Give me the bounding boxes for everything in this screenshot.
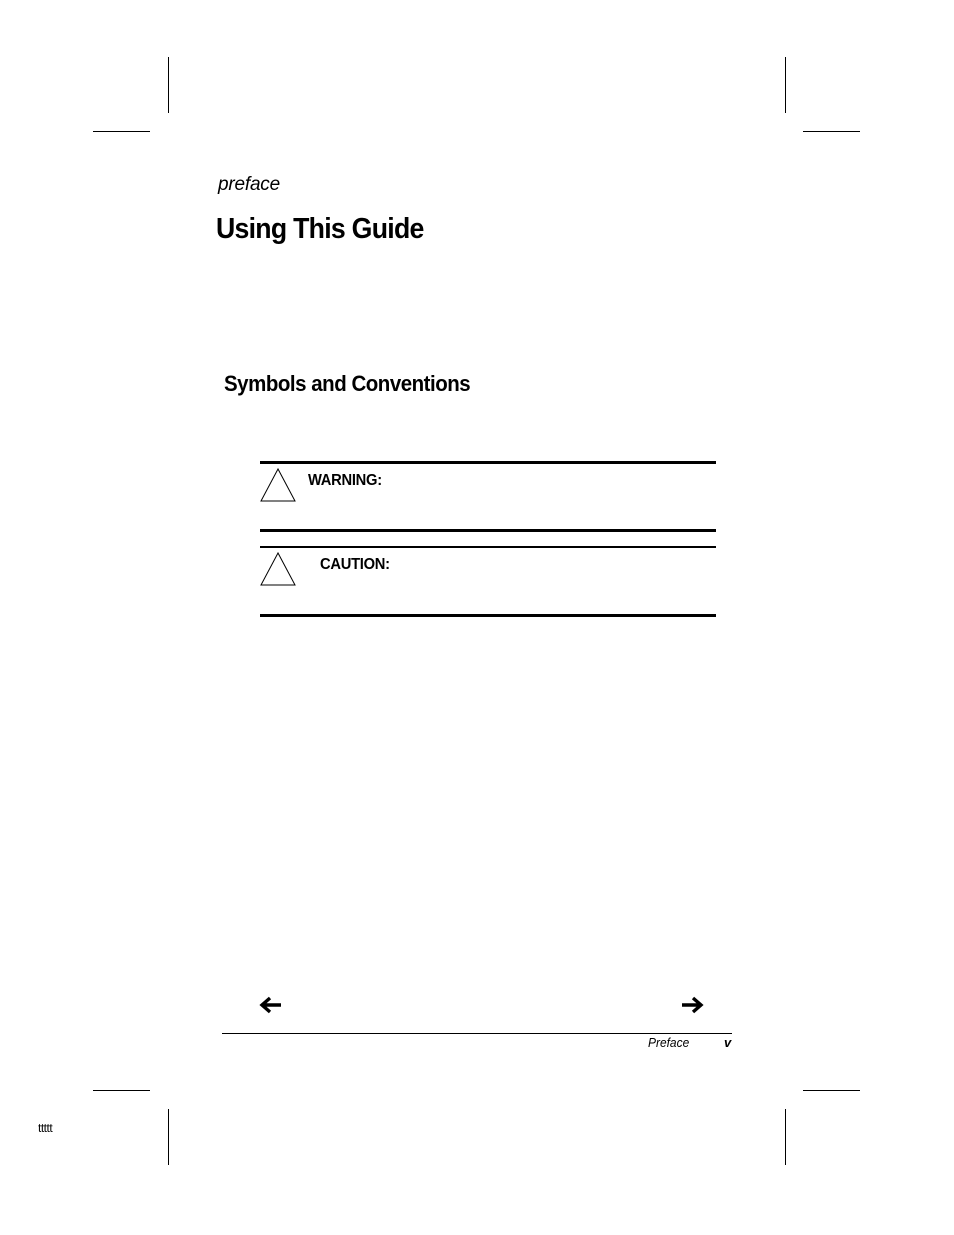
footer-page-number: v xyxy=(724,1035,732,1050)
warning-triangle-icon xyxy=(260,467,298,508)
crop-mark-top-left-horizontal xyxy=(93,131,150,132)
chapter-eyebrow: preface xyxy=(218,174,280,195)
crop-mark-bottom-right-vertical xyxy=(785,1109,786,1165)
caution-triangle-icon xyxy=(260,551,298,592)
warning-notice xyxy=(260,461,716,532)
footer-section-name: Preface xyxy=(648,1035,690,1050)
crop-mark-bottom-right-horizontal xyxy=(803,1090,860,1091)
caution-label: CAUTION: xyxy=(320,556,390,573)
crop-mark-top-right-horizontal xyxy=(803,131,860,132)
footer-rule xyxy=(222,1033,732,1034)
crop-mark-top-left-vertical xyxy=(168,57,169,113)
arrow-left-icon[interactable] xyxy=(259,995,283,1020)
crop-mark-bottom-left-vertical xyxy=(168,1109,169,1165)
caution-notice xyxy=(260,546,716,617)
arrow-right-icon[interactable] xyxy=(680,995,704,1020)
warning-label: WARNING: xyxy=(308,472,382,489)
crop-mark-bottom-left-horizontal xyxy=(93,1090,150,1091)
page-title: Using This Guide xyxy=(216,213,424,245)
section-heading: Symbols and Conventions xyxy=(224,371,471,396)
printer-slug: ttttt xyxy=(38,1121,53,1135)
crop-mark-top-right-vertical xyxy=(785,57,786,113)
